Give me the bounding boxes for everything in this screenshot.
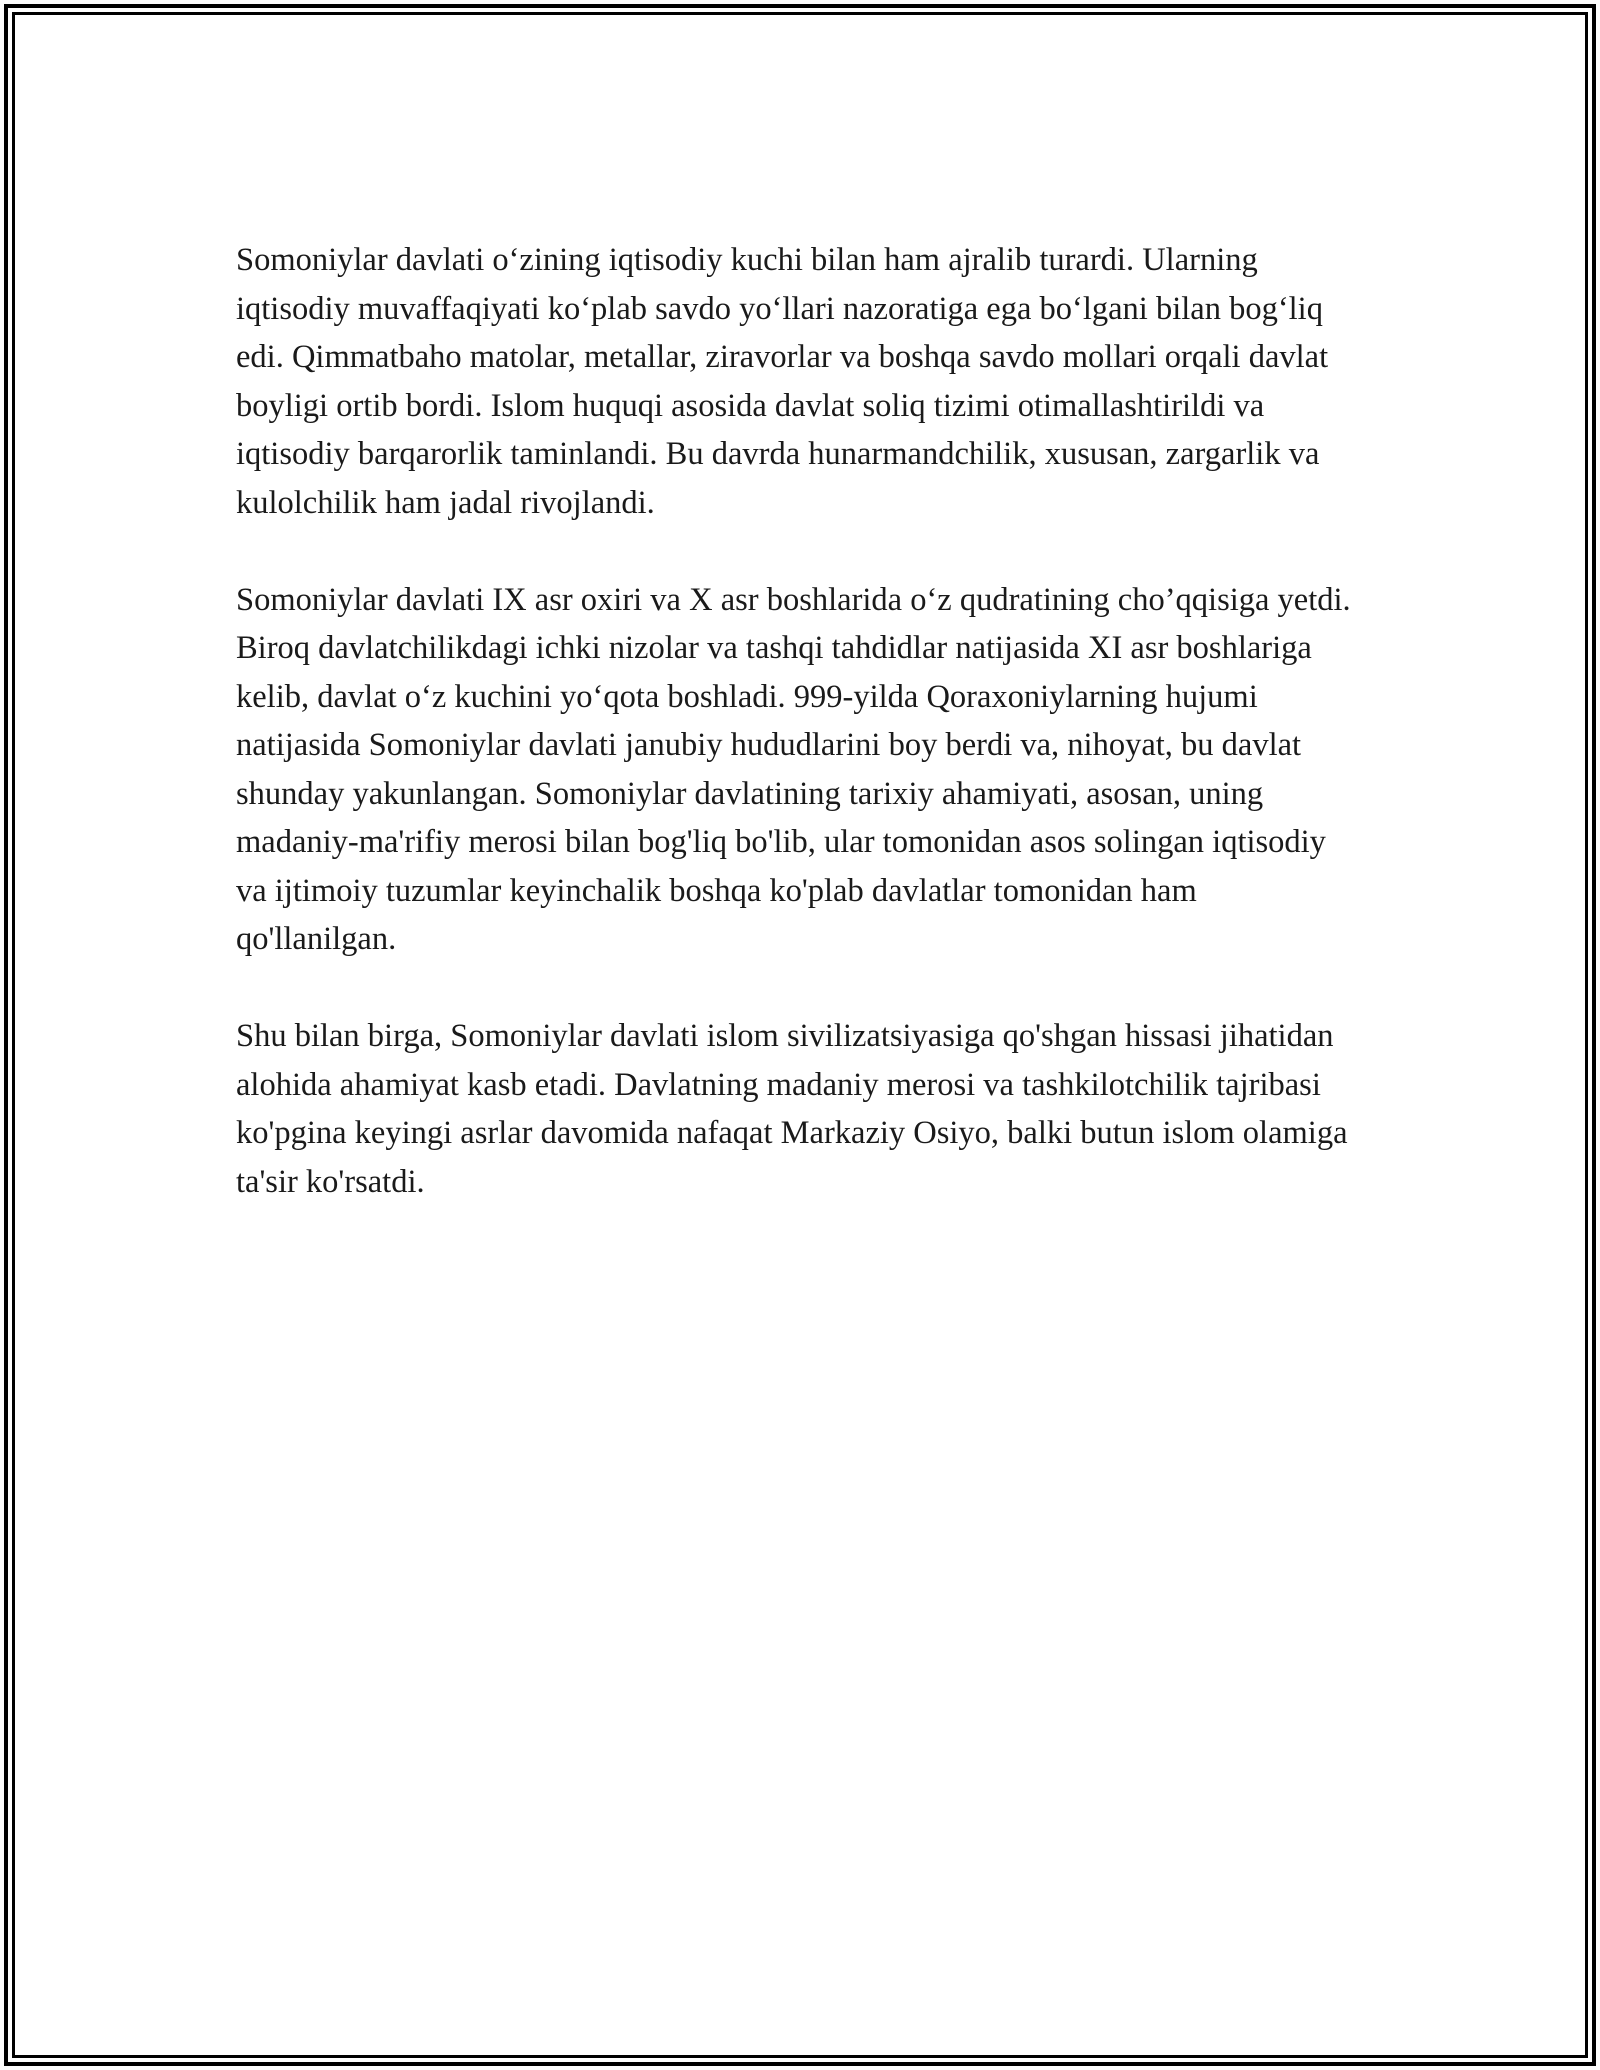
paragraph-legacy: Shu bilan birga, Somoniylar davlati islom sivilizatsiyasiga qo'shgan hissasi jihatidan alohida ahamiyat kasb etadi. Davlatning madaniy merosi va tashkilotchilik tajribasi ko'pgina keyingi asrlar davomida nafaqat Markaziy Osiyo, balki butun islom olamiga ta'sir ko'rsatdi. bbox=[236, 1018, 1348, 1200]
document-body bbox=[236, 236, 1356, 1255]
paragraph-economy: Somoniylar davlati o‘zining iqtisodiy kuchi bilan ham ajralib turardi. Ularning iqtisodiy muvaffaqiyati ko‘plab savdo yo‘llari nazoratiga ega bo‘lgani bilan bog‘liq edi. Qimmatbaho matolar, metallar, ziravorlar va boshqa savdo mollari orqali davlat boyligi ortib bordi. Islom huquqi asosida davlat soliq tizimi otimallashtirildi va iqtisodiy barqarorlik taminlandi. Bu davrda hunarmandchilik, xususan, zargarlik va kulolchilik ham jadal rivojlandi. bbox=[236, 242, 1329, 521]
paragraph-decline: Somoniylar davlati IX asr oxiri va X asr boshlarida o‘z qudratining cho’qqisiga yetdi. Biroq davlatchilikdagi ichki nizolar va tashqi tahdidlar natijasida XI asr boshlariga kelib, davlat o‘z kuchini yo‘qota boshladi. 999-yilda Qoraxoniylarning hujumi natijasida Somoniylar davlati janubiy hududlarini boy berdi va, nihoyat, bu davlat shunday yakunlangan. Somoniylar davlatining tarixiy ahamiyati, asosan, uning madaniy-ma'rifiy merosi bilan bog'liq bo'lib, ular tomonidan asos solingan iqtisodiy va ijtimoiy tuzumlar keyinchalik boshqa ko'plab davlatlar tomonidan ham qo'llanilgan. bbox=[236, 581, 1351, 957]
